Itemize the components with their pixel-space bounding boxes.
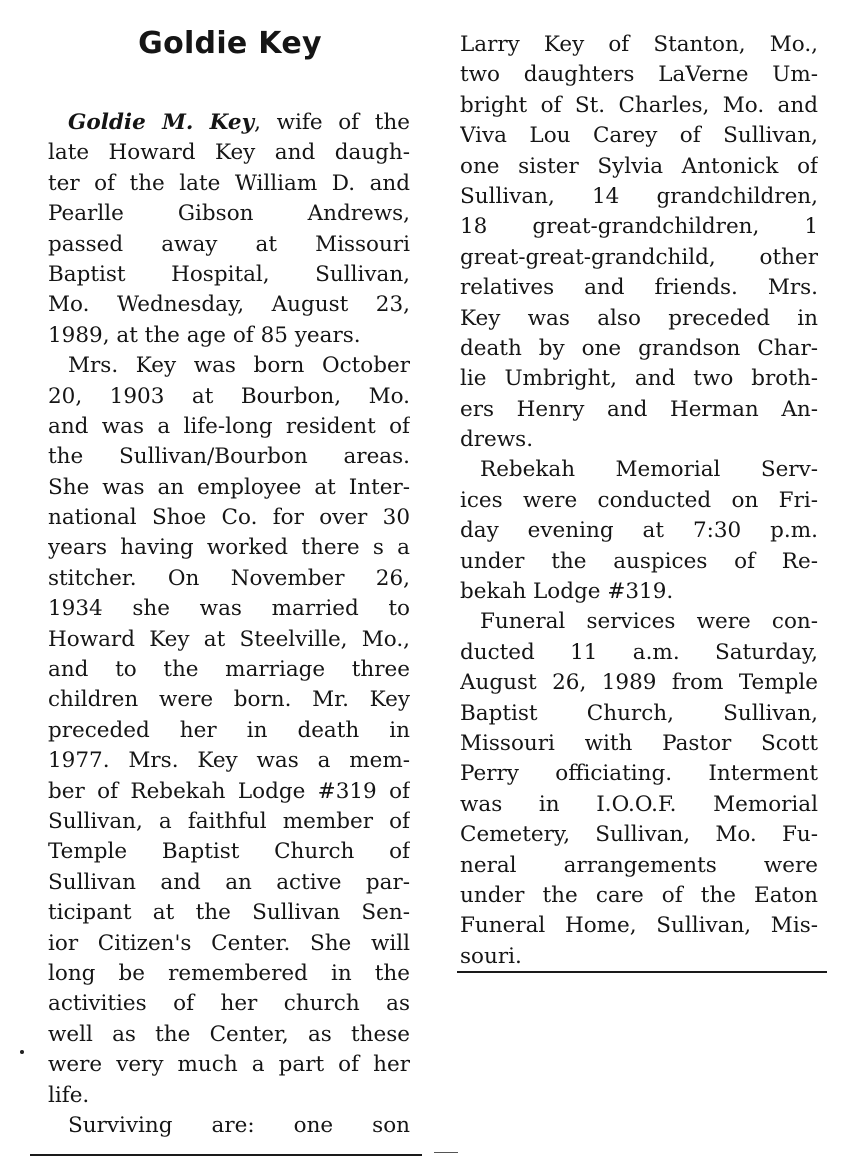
text-line: souri. <box>460 943 522 969</box>
text-line: under the care of the Eaton <box>460 882 818 908</box>
text-line: Perry officiating. Interment <box>460 761 818 787</box>
text-line: ices were conducted on Fri- <box>460 487 818 513</box>
text-line: 1934 she was married to <box>48 596 410 622</box>
text-line: great-great-grandchild, other <box>460 244 818 270</box>
text-line: children were born. Mr. Key <box>48 687 410 713</box>
text-line: well as the Center, as these <box>48 1021 410 1047</box>
text-line: was in I.O.O.F. Memorial <box>460 791 818 817</box>
text-line: preceded her in death in <box>48 717 410 743</box>
deceased-name: Goldie M. Key <box>68 110 255 135</box>
bottom-rule <box>30 1154 422 1156</box>
text-line: death by one grandson Char- <box>460 335 818 361</box>
text-line: Key was also preceded in <box>460 305 818 331</box>
text-line: Temple Baptist Church of <box>48 839 410 865</box>
text-line: 18 great-grandchildren, 1 <box>460 214 818 240</box>
text-line: day evening at 7:30 p.m. <box>460 518 818 544</box>
text-line: Funeral services were con- <box>480 609 818 635</box>
line-text: , wife of the <box>254 110 410 135</box>
text-line: bekah Lodge #319. <box>460 579 674 605</box>
text-line: neral arrangements were <box>460 852 818 878</box>
bottom-rule-gap-mark <box>434 1152 458 1153</box>
text-line: one sister Sylvia Antonick of <box>460 153 818 179</box>
text-line: activities of her church as <box>48 991 410 1017</box>
text-line: late Howard Key and daugh- <box>48 140 410 166</box>
text-line: relatives and friends. Mrs. <box>460 275 818 301</box>
text-line: Mo. Wednesday, August 23, <box>48 292 410 318</box>
text-line: Sullivan, a faithful member of <box>48 808 410 834</box>
text-line: She was an employee at Inter- <box>48 474 410 500</box>
text-line: Baptist Church, Sullivan, <box>460 700 818 726</box>
text-line: Sullivan and an active par- <box>48 869 410 895</box>
text-line: were very much a part of her <box>48 1052 410 1078</box>
text-line: Rebekah Memorial Serv- <box>480 457 818 483</box>
text-line: Baptist Hospital, Sullivan, <box>48 261 410 287</box>
text-line: ducted 11 a.m. Saturday, <box>460 639 818 665</box>
text-line: August 26, 1989 from Temple <box>460 670 818 696</box>
text-line: stitcher. On November 26, <box>48 565 410 591</box>
print-speck <box>20 1050 24 1054</box>
right-column <box>460 30 818 972</box>
text-line: two daughters LaVerne Um- <box>460 62 818 88</box>
text-line: life. <box>48 1082 90 1108</box>
text-line: Sullivan, 14 grandchildren, <box>460 183 818 209</box>
text-line: Missouri with Pastor Scott <box>460 730 818 756</box>
text-line: lie Umbright, and two broth- <box>460 366 818 392</box>
text-line: Mrs. Key was born October <box>68 353 410 379</box>
text-line: the Sullivan/Bourbon areas. <box>48 444 410 470</box>
text-line: bright of St. Charles, Mo. and <box>460 92 818 118</box>
text-line: Pearlle Gibson Andrews, <box>48 201 410 227</box>
text-line: ers Henry and Herman An- <box>460 396 818 422</box>
text-line: years having worked there s a <box>48 535 410 561</box>
text-line: long be remembered in the <box>48 960 410 986</box>
text-line: Larry Key of Stanton, Mo., <box>460 32 818 57</box>
text-line: ter of the late William D. and <box>48 170 410 196</box>
text-line: and to the marriage three <box>48 657 410 683</box>
text-line: Viva Lou Carey of Sullivan, <box>460 123 818 149</box>
text-line: national Shoe Co. for over 30 <box>48 505 410 531</box>
text-line: drews. <box>460 427 534 453</box>
headline: Goldie Key <box>138 26 322 61</box>
text-line: Surviving are: one son <box>68 1112 410 1138</box>
text-line: ticipant at the Sullivan Sen- <box>48 900 410 926</box>
text-line: ior Citizen's Center. She will <box>48 930 410 956</box>
text-line: Cemetery, Sullivan, Mo. Fu- <box>460 822 818 848</box>
column-end-rule <box>457 971 827 973</box>
text-line <box>48 108 410 138</box>
text-line: under the auspices of Re- <box>460 548 818 574</box>
text-line: 1977. Mrs. Key was a mem- <box>48 748 410 774</box>
text-line: Howard Key at Steelville, Mo., <box>48 626 410 652</box>
text-line: passed away at Missouri <box>48 231 410 257</box>
text-line: 20, 1903 at Bourbon, Mo. <box>48 383 410 409</box>
left-column <box>48 108 410 1141</box>
text-line: and was a life-long resident of <box>48 413 410 439</box>
text-line: 1989, at the age of 85 years. <box>48 322 361 348</box>
text-line: Funeral Home, Sullivan, Mis- <box>460 913 818 939</box>
text-line: ber of Rebekah Lodge #319 of <box>48 778 410 804</box>
